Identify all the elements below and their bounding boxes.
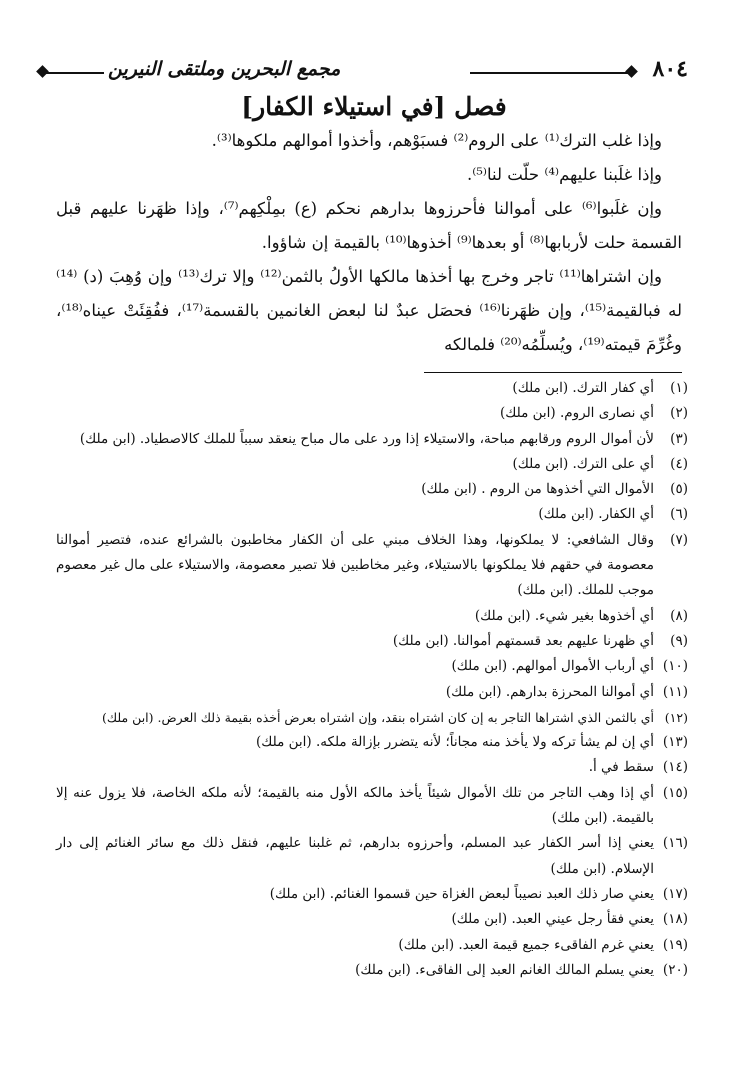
- footnote-text: أي أموالنا المحرزة بدارهم. (ابن ملك): [445, 683, 654, 700]
- paragraph: وإن اشتراها⁽¹¹⁾ تاجر وخرج بها أخذها مالكها الأولُ بالثمن⁽¹²⁾ وإلا ترك⁽¹³⁾ وإن وُهِبَ (د) ⁽¹⁴⁾ له فبالقيمة⁽¹⁵⁾، وإن ظهَرنا⁽¹⁶⁾ فحصَل عبدٌ لنا لبعض الغانمين بالقسمة⁽¹⁷⁾، ففُقِئَتْ عيناه⁽¹⁸⁾، وغُرِّمَ قيمته⁽¹⁹⁾، ويُسلِّمُه⁽²⁰⁾ فلمالكه: [56, 267, 682, 354]
- footnote-text: أي إن لم يشأ تركه ولا يأخذ منه مجاناً؛ لأنه يتضرر بإزالة ملكه. (ابن ملك): [256, 734, 654, 751]
- footnote: [56, 705, 688, 730]
- footnote-text: يعني فقأ رجل عيني العبد. (ابن ملك): [451, 911, 654, 928]
- header-rule: [42, 72, 104, 74]
- footnote: [56, 427, 688, 452]
- footnote-text: أي نصارى الروم. (ابن ملك): [499, 405, 654, 422]
- footnote-number: (٨): [670, 607, 688, 624]
- footnote: [56, 755, 688, 780]
- footnote: [56, 376, 688, 401]
- footnote-number: (١٦): [662, 835, 688, 852]
- footnote-text: أي إذا وهب التاجر من تلك الأموال شيئاً يأخذ مالكه الأول منه بالقيمة؛ لأنه ملكه الخاصة، فلا يزول عنه إلا بالقيمة. (ابن ملك): [56, 784, 654, 827]
- footnote-text: أي ظهرنا عليهم بعد قسمتهم أموالنا. (ابن ملك): [392, 632, 654, 649]
- footnote-text: أي بالثمن الذي اشتراها التاجر به إن كان اشتراه بنقد، وإن اشتراه بعرض أخذه بقيمة ذلك العرض. (ابن ملك): [101, 709, 654, 725]
- header-rule: [470, 72, 632, 74]
- footnote: [56, 933, 688, 958]
- footnote: [56, 781, 688, 832]
- footnote-number: (٢): [670, 405, 688, 422]
- footnote-text: يعني صار ذلك العبد نصيباً لبعض الغزاة حين قسموا الغنائم. (ابن ملك): [269, 885, 654, 902]
- footnote-number: (١٣): [662, 734, 688, 751]
- footnote: [56, 477, 688, 502]
- footnote: [56, 907, 688, 932]
- paragraph: وإذا غلَبنا عليهم⁽⁴⁾ حلّت لنا⁽⁵⁾.: [466, 165, 662, 184]
- footnote-number: (١٠): [662, 658, 688, 675]
- footnote-text: وقال الشافعي: لا يملكونها، وهذا الخلاف مبني على أن الكفار مخاطبون بالشرائع عنده، فتصير أموالنا معصومة في حقهم فلا يملكونها بالاستيلاء، وغير مخاطبين فلا تصير معصومة، والاستيلاء على مال غير معصوم موجب للملك. (ابن ملك): [56, 531, 654, 599]
- footnote: [56, 958, 688, 983]
- footnote: [56, 528, 688, 604]
- running-header: [36, 50, 688, 90]
- footnote-text: الأموال التي أخذوها من الروم . (ابن ملك): [421, 481, 654, 498]
- footnote-text: سقط في أ.: [588, 759, 654, 776]
- footnote-number: (١٨): [662, 911, 688, 928]
- paragraph: وإذا غلب الترك⁽¹⁾ على الروم⁽²⁾ فسبَوْهم، وأخذوا أموالهم ملكوها⁽³⁾.: [211, 131, 662, 150]
- footnote: [56, 831, 688, 882]
- footnote: [56, 730, 688, 755]
- footnote-number: (٢٠): [662, 961, 688, 978]
- footnote: [56, 452, 688, 477]
- footnote-text: أي كفار الترك. (ابن ملك): [512, 380, 654, 396]
- book-title: مجمع البحرين وملتقى النيرين: [108, 58, 341, 80]
- footnote-number: (١٥): [662, 784, 688, 801]
- footnote: [56, 629, 688, 654]
- footnote-number: (١٧): [662, 885, 688, 902]
- footnote-text: أي الكفار. (ابن ملك): [538, 506, 654, 523]
- footnote-text: يعني إذا أسر الكفار عبد المسلم، وأحرزوه بدارهم، ثم غلبنا عليهم، فنقل ذلك مع سائر الغنائم إلى دار الإسلام. (ابن ملك): [56, 835, 654, 877]
- footnote-number: (٧): [670, 531, 688, 548]
- footnote-text: لأن أموال الروم ورقابهم مباحة، والاستيلاء إذا ورد على مال مباح ينعقد سبباً للملك كالاصطياد. (ابن ملك): [79, 430, 654, 447]
- footnotes: [56, 376, 688, 983]
- footnote: [56, 680, 688, 705]
- section-title: فصل [في استيلاء الكفار]: [241, 92, 507, 121]
- footnote-number: (١): [670, 380, 688, 396]
- footnote: [56, 502, 688, 527]
- footnote-number: (٦): [670, 506, 688, 523]
- footnote-number: (٥): [670, 481, 688, 498]
- main-text: [56, 124, 682, 362]
- footnote-number: (١٩): [662, 936, 688, 953]
- footnote-number: (٣): [670, 430, 688, 447]
- footnote-number: (١٢): [664, 709, 688, 725]
- footnote-number: (١٤): [662, 759, 688, 776]
- footnote: [56, 654, 688, 679]
- footnote-text: أي أخذوها بغير شيء. (ابن ملك): [474, 607, 654, 624]
- footnote: [56, 401, 688, 426]
- footnote-number: (٤): [670, 455, 688, 472]
- footnote-text: أي على الترك. (ابن ملك): [512, 455, 654, 472]
- footnote-number: (١١): [662, 683, 688, 700]
- paragraph: وإن غلَبوا⁽⁶⁾ على أموالنا فأحرزوها بدارهم نحكم (ع) بمِلْكِهم⁽⁷⁾، وإذا ظهَرنا عليهم قبل القسمة حلت لأربابها⁽⁸⁾ أو بعدها⁽⁹⁾ أخذوها⁽¹⁰⁾ بالقيمة إن شاؤوا.: [56, 199, 682, 252]
- footnote: [56, 882, 688, 907]
- diamond-ornament-icon: [36, 65, 49, 78]
- footnote-text: يعني يسلم المالك الغانم العبد إلى الفاقىء. (ابن ملك): [355, 961, 654, 978]
- footnote-text: يعني غرم الفاقىء جميع قيمة العبد. (ابن ملك): [398, 936, 654, 953]
- footnote: [56, 604, 688, 629]
- footnote-text: أي أرباب الأموال أموالهم. (ابن ملك): [451, 658, 654, 675]
- page-number: ٨٠٤: [652, 56, 688, 82]
- footnote-number: (٩): [670, 632, 688, 649]
- footnote-separator: [424, 372, 682, 373]
